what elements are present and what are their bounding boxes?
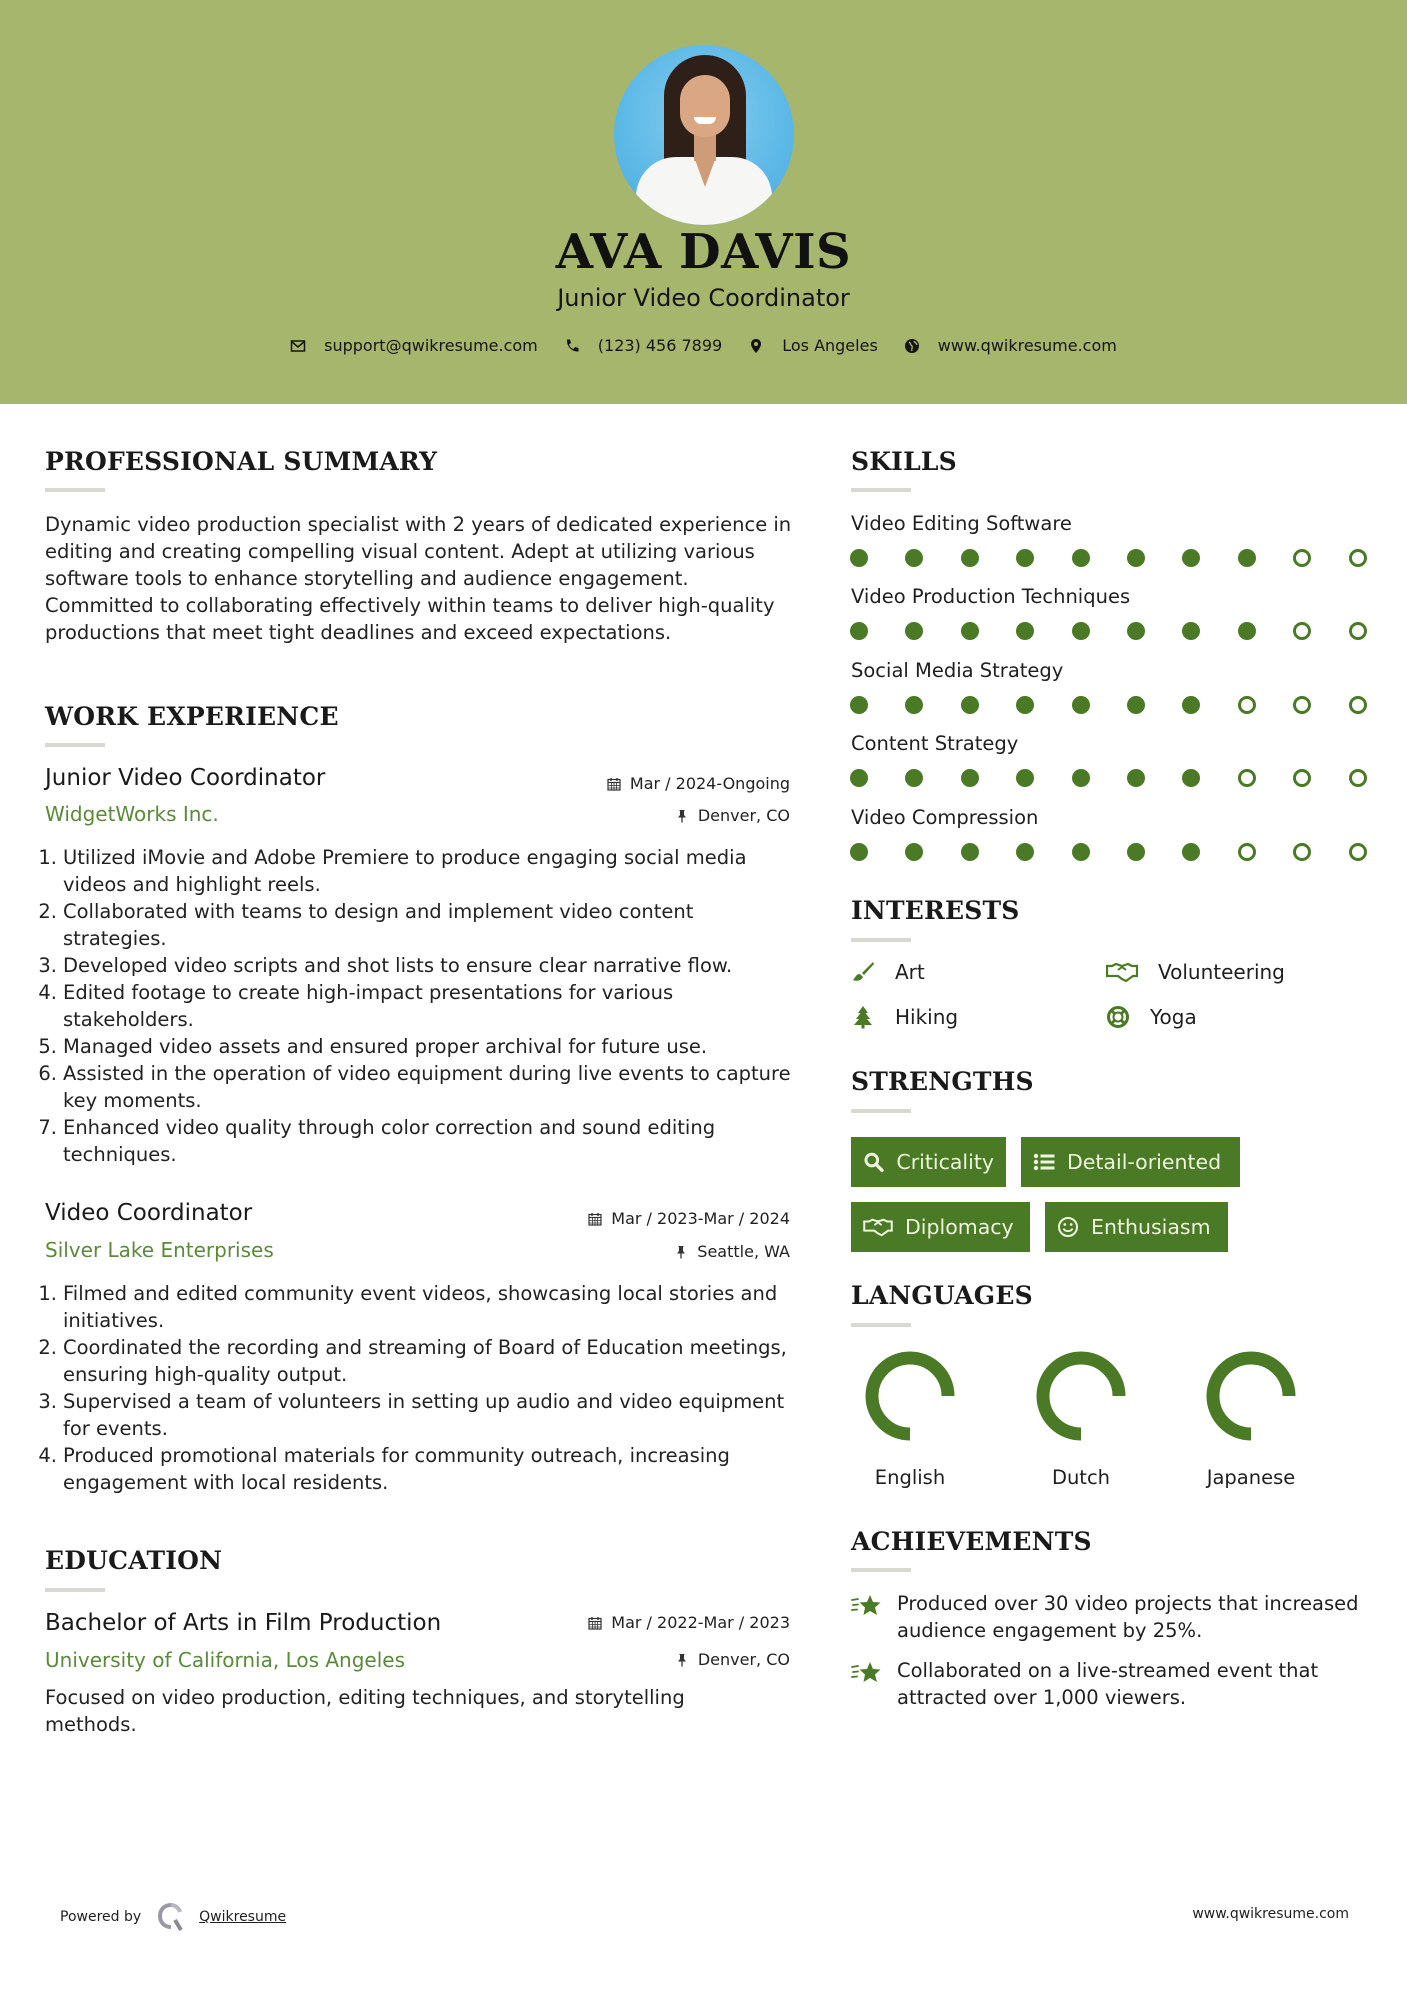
job-dates: [588, 1209, 790, 1228]
empty-dot-icon: [1349, 769, 1367, 787]
language-label: Japanese: [1206, 1466, 1296, 1489]
contact-phone[interactable]: [564, 336, 722, 355]
skill-rating: [850, 843, 1370, 861]
interests-rule: [851, 938, 911, 942]
achievement-text: Produced over 30 video projects that increased audience engagement by 25%.: [897, 1592, 1359, 1642]
qwikresume-logo-icon: [157, 1902, 185, 1932]
candidate-role: Junior Video Coordinator: [557, 284, 850, 312]
filled-dot-icon: [1127, 769, 1145, 787]
language-ring-icon: [864, 1350, 956, 1442]
qwikresume-link[interactable]: Qwikresume: [199, 1909, 287, 1925]
filled-dot-icon: [1127, 696, 1145, 714]
bullet-item: 2. Coordinated the recording and streaming of Board of Education meetings, ensuring high-quality output.: [38, 1336, 787, 1386]
strength-badge-criticality: [851, 1137, 1006, 1187]
filled-dot-icon: [905, 843, 923, 861]
contact-location-text: Los Angeles: [782, 336, 878, 355]
contact-phone-text: (123) 456 7899: [597, 336, 723, 355]
resume-header: [0, 0, 1407, 404]
skill-label: Video Production Techniques: [851, 585, 1131, 608]
filled-dot-icon: [850, 622, 868, 640]
job-title: Junior Video Coordinator: [45, 765, 326, 791]
job-location: [674, 1242, 790, 1261]
filled-dot-icon: [905, 696, 923, 714]
filled-dot-icon: [905, 769, 923, 787]
smile-icon: [1057, 1216, 1079, 1238]
empty-dot-icon: [1293, 696, 1311, 714]
empty-dot-icon: [1293, 549, 1311, 567]
language-ring-icon: [1035, 1350, 1127, 1442]
list-icon: [1033, 1151, 1055, 1173]
footer-website[interactable]: www.qwikresume.com: [1192, 1906, 1349, 1922]
filled-dot-icon: [850, 696, 868, 714]
skill-rating: [850, 622, 1370, 640]
filled-dot-icon: [850, 843, 868, 861]
job-company: Silver Lake Enterprises: [45, 1238, 274, 1262]
summary-text: Dynamic video production specialist with 2 years of dedicated experience in editing and creating compelling visual content. Adept at utilizing various software tools to enhance storytelling and audience engagement. Committed to collaborating effectively within teams to deliver high-quality productions that meet tight deadlines and exceed expectations.: [45, 513, 792, 644]
filled-dot-icon: [961, 549, 979, 567]
pushpin-icon: [675, 809, 689, 823]
education-heading: EDUCATION: [45, 1546, 223, 1575]
filled-dot-icon: [961, 696, 979, 714]
contact-email[interactable]: [290, 336, 538, 355]
language-ring-icon: [1205, 1350, 1297, 1442]
job-company: WidgetWorks Inc.: [45, 802, 219, 826]
empty-dot-icon: [1293, 843, 1311, 861]
job-dates-text: Mar / 2024-Ongoing: [629, 774, 790, 793]
interest-item-hiking: [851, 1005, 958, 1029]
filled-dot-icon: [1016, 769, 1034, 787]
education-location-text: Denver, CO: [697, 1650, 790, 1669]
filled-dot-icon: [1072, 622, 1090, 640]
handshake-icon: [1106, 960, 1138, 984]
filled-dot-icon: [961, 622, 979, 640]
empty-dot-icon: [1238, 769, 1256, 787]
life-ring-icon: [1106, 1005, 1130, 1029]
interest-item-yoga: [1106, 1005, 1197, 1029]
paint-brush-icon: [851, 960, 875, 984]
footer-powered-by: [60, 1902, 286, 1932]
filled-dot-icon: [1238, 622, 1256, 640]
bullet-item: 5. Managed video assets and ensured proper archival for future use.: [38, 1035, 708, 1058]
bullet-item: 4. Produced promotional materials for community outreach, increasing engagement with local residents.: [38, 1444, 730, 1494]
skill-label: Social Media Strategy: [851, 659, 1064, 682]
job-location-text: Seattle, WA: [697, 1242, 790, 1261]
strength-label: Detail-oriented: [1067, 1150, 1222, 1174]
filled-dot-icon: [1016, 549, 1034, 567]
language-label: English: [874, 1466, 946, 1489]
strengths-heading: STRENGTHS: [851, 1067, 1034, 1096]
envelope-icon: [290, 338, 306, 354]
empty-dot-icon: [1293, 769, 1311, 787]
interest-label: Volunteering: [1158, 960, 1285, 984]
filled-dot-icon: [905, 549, 923, 567]
filled-dot-icon: [905, 622, 923, 640]
language-dutch: [1016, 1350, 1146, 1489]
skill-label: Video Editing Software: [851, 512, 1072, 535]
bullet-item: 1. Utilized iMovie and Adobe Premiere to produce engaging social media videos and highlight reels.: [38, 846, 747, 896]
contact-website[interactable]: [904, 336, 1117, 355]
summary-heading: PROFESSIONAL SUMMARY: [45, 447, 438, 476]
search-icon: [863, 1151, 884, 1173]
globe-icon: [904, 338, 920, 354]
phone-icon: [564, 338, 580, 354]
bullet-item: 3. Supervised a team of volunteers in setting up audio and video equipment for events.: [38, 1390, 785, 1440]
bullet-item: 1. Filmed and edited community event videos, showcasing local stories and initiatives.: [38, 1282, 778, 1332]
filled-dot-icon: [1016, 622, 1034, 640]
language-english: [845, 1350, 975, 1489]
filled-dot-icon: [961, 769, 979, 787]
strength-badge-enthusiasm: [1045, 1202, 1228, 1252]
empty-dot-icon: [1238, 696, 1256, 714]
filled-dot-icon: [1182, 843, 1200, 861]
strength-label: Diplomacy: [905, 1215, 1014, 1239]
contact-bar: [0, 336, 1407, 355]
filled-dot-icon: [1127, 549, 1145, 567]
filled-dot-icon: [1072, 769, 1090, 787]
filled-dot-icon: [1182, 696, 1200, 714]
bullet-item: 3. Developed video scripts and shot lists to ensure clear narrative flow.: [38, 954, 733, 977]
filled-dot-icon: [1016, 843, 1034, 861]
strength-label: Enthusiasm: [1091, 1215, 1211, 1239]
empty-dot-icon: [1349, 549, 1367, 567]
job-dates-text: Mar / 2023-Mar / 2024: [611, 1209, 790, 1228]
strength-label: Criticality: [896, 1150, 994, 1174]
skills-rule: [851, 488, 911, 492]
skills-heading: SKILLS: [851, 447, 957, 476]
interest-label: Art: [895, 960, 925, 984]
job-location-text: Denver, CO: [697, 806, 790, 825]
profile-photo: [614, 45, 794, 225]
shooting-star-icon: [851, 1592, 883, 1620]
empty-dot-icon: [1293, 622, 1311, 640]
interest-label: Hiking: [895, 1005, 959, 1029]
skill-label: Video Compression: [851, 806, 1039, 829]
strength-badge-diplomacy: [851, 1202, 1030, 1252]
job-dates: [607, 774, 790, 793]
achievements-rule: [851, 1568, 911, 1572]
job-bullets: [30, 844, 800, 1168]
filled-dot-icon: [1072, 843, 1090, 861]
experience-rule: [45, 743, 105, 747]
language-label: Dutch: [1051, 1466, 1111, 1489]
achievements-heading: ACHIEVEMENTS: [851, 1527, 1092, 1556]
contact-website-text: www.qwikresume.com: [937, 336, 1117, 355]
interests-heading: INTERESTS: [851, 896, 1020, 925]
strengths-rule: [851, 1109, 911, 1113]
interest-item-volunteering: [1106, 960, 1285, 984]
skill-rating: [850, 549, 1370, 567]
calendar-icon: [607, 777, 621, 791]
empty-dot-icon: [1349, 622, 1367, 640]
empty-dot-icon: [1349, 696, 1367, 714]
pushpin-icon: [674, 1245, 688, 1259]
skill-rating: [850, 696, 1370, 714]
job-location: [675, 806, 790, 825]
bullet-item: 7. Enhanced video quality through color correction and sound editing techniques.: [38, 1116, 716, 1166]
filled-dot-icon: [961, 843, 979, 861]
map-pin-icon: [748, 338, 764, 354]
tree-icon: [851, 1005, 875, 1029]
summary-rule: [45, 488, 105, 492]
contact-email-text: support@qwikresume.com: [324, 336, 538, 355]
filled-dot-icon: [1182, 549, 1200, 567]
skill-rating: [850, 769, 1370, 787]
filled-dot-icon: [1127, 622, 1145, 640]
language-japanese: [1186, 1350, 1316, 1489]
achievement-item: [851, 1590, 1371, 1644]
achievement-text: Collaborated on a live-streamed event that attracted over 1,000 viewers.: [897, 1659, 1319, 1709]
education-location: [675, 1650, 790, 1669]
degree-title: Bachelor of Arts in Film Production: [45, 1610, 442, 1636]
contact-location: [748, 336, 878, 355]
school-name: University of California, Los Angeles: [45, 1648, 406, 1672]
education-dates: [588, 1613, 790, 1632]
interest-item-art: [851, 960, 925, 984]
candidate-name: AVA DAVIS: [555, 224, 852, 280]
languages-heading: LANGUAGES: [851, 1281, 1033, 1310]
experience-heading: WORK EXPERIENCE: [45, 702, 339, 731]
achievement-item: [851, 1657, 1371, 1711]
empty-dot-icon: [1349, 843, 1367, 861]
filled-dot-icon: [1016, 696, 1034, 714]
job-bullets: [30, 1280, 800, 1496]
languages-rule: [851, 1323, 911, 1327]
bullet-item: 6. Assisted in the operation of video equipment during live events to capture key moments.: [38, 1062, 791, 1112]
education-description: Focused on video production, editing techniques, and storytelling methods.: [45, 1686, 685, 1736]
skill-label: Content Strategy: [851, 732, 1019, 755]
filled-dot-icon: [850, 549, 868, 567]
education-dates-text: Mar / 2022-Mar / 2023: [611, 1613, 790, 1632]
bullet-item: 4. Edited footage to create high-impact presentations for various stakeholders.: [38, 981, 674, 1031]
shooting-star-icon: [851, 1659, 883, 1687]
calendar-icon: [588, 1212, 602, 1226]
strength-badge-detail-oriented: [1021, 1137, 1240, 1187]
empty-dot-icon: [1238, 843, 1256, 861]
interest-label: Yoga: [1150, 1005, 1197, 1029]
bullet-item: 2. Collaborated with teams to design and implement video content strategies.: [38, 900, 694, 950]
filled-dot-icon: [1182, 622, 1200, 640]
filled-dot-icon: [850, 769, 868, 787]
pushpin-icon: [675, 1653, 689, 1667]
filled-dot-icon: [1072, 696, 1090, 714]
powered-by-text: Powered by: [60, 1909, 142, 1925]
education-rule: [45, 1588, 105, 1592]
job-title: Video Coordinator: [45, 1200, 253, 1226]
filled-dot-icon: [1182, 769, 1200, 787]
filled-dot-icon: [1238, 549, 1256, 567]
filled-dot-icon: [1072, 549, 1090, 567]
handshake-icon: [863, 1216, 893, 1238]
calendar-icon: [588, 1616, 602, 1630]
filled-dot-icon: [1127, 843, 1145, 861]
